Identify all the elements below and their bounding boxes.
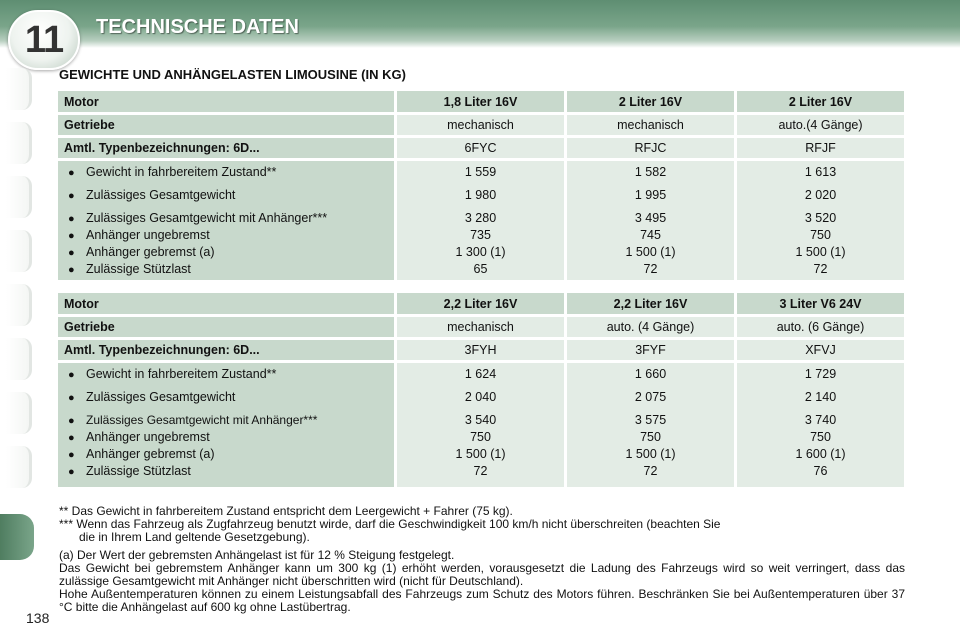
type-value: 3FYH — [397, 340, 564, 360]
side-tab-5[interactable] — [6, 284, 32, 326]
table-row — [58, 293, 904, 314]
type-value: 3FYF — [567, 340, 734, 360]
weight-label: Anhänger ungebremst — [86, 430, 210, 444]
weight-value: 1 613 — [804, 165, 837, 179]
footnote: Das Gewicht bei gebremstem Anhänger kann um 300 kg (1) erhöht werden, vorausgesetzt die Ladung des Fahrzeugs wird so weit verringert, dass das zulässige Gesamtgewicht mit Anhänger nicht überschritten wird (nicht für Deutschland). — [59, 561, 905, 588]
footnote: ** Das Gewicht in fahrbereitem Zustand entspricht dem Leergewicht + Fahrer (75 kg). — [59, 504, 513, 518]
bullet-icon: ● — [68, 369, 75, 381]
gearbox-value: auto. (6 Gänge) — [737, 317, 904, 337]
weights-table-2 — [58, 293, 904, 490]
weight-value: 1 500 (1) — [625, 245, 676, 259]
weight-value: 76 — [813, 464, 828, 478]
type-label: Amtl. Typenbezeichnungen: 6D... — [58, 340, 394, 360]
footnotes — [59, 505, 905, 614]
table-row — [58, 115, 904, 135]
weight-value: 1 500 (1) — [455, 447, 506, 461]
table-row — [58, 138, 904, 158]
gearbox-value: mechanisch — [397, 317, 564, 337]
engine-value: 1,8 Liter 16V — [397, 91, 564, 112]
bullet-icon: ● — [68, 466, 75, 478]
weight-label: Anhänger gebremst (a) — [86, 447, 215, 461]
engine-value: 3 Liter V6 24V — [737, 293, 904, 314]
weight-value: 750 — [470, 430, 491, 444]
weight-value: 745 — [640, 228, 661, 242]
table-row — [58, 363, 904, 487]
side-tab-strip — [0, 60, 36, 580]
weight-value: 750 — [640, 430, 661, 444]
weight-value: 735 — [470, 228, 491, 242]
table-row — [58, 91, 904, 112]
table-row — [58, 317, 904, 337]
weight-value: 72 — [643, 464, 658, 478]
weight-value: 3 495 — [634, 211, 667, 225]
bullet-icon: ● — [68, 190, 75, 202]
weight-value: 3 740 — [804, 413, 837, 427]
weight-values — [737, 161, 904, 280]
engine-value: 2,2 Liter 16V — [397, 293, 564, 314]
weight-label: Zulässiges Gesamtgewicht mit Anhänger*** — [86, 413, 318, 427]
weight-value: 1 300 (1) — [455, 245, 506, 259]
footnote: *** Wenn das Fahrzeug als Zugfahrzeug benutzt wirde, darf die Geschwindigkeit 100 km/h nicht überschreiten (beachten Sie — [59, 517, 721, 531]
footnote: die in Ihrem Land geltende Gesetzgebung). — [79, 530, 310, 544]
weight-value: 750 — [810, 228, 831, 242]
engine-value: 2 Liter 16V — [737, 91, 904, 112]
weight-value: 3 540 — [464, 413, 497, 427]
weight-value: 1 559 — [464, 165, 497, 179]
weight-value: 2 140 — [804, 390, 837, 404]
weight-value: 72 — [643, 262, 658, 276]
page-number: 138 — [26, 610, 50, 626]
gearbox-value: mechanisch — [567, 115, 734, 135]
type-value: RFJF — [737, 138, 904, 158]
weight-value: 65 — [473, 262, 488, 276]
weight-value: 3 575 — [634, 413, 667, 427]
weight-value: 2 075 — [634, 390, 667, 404]
side-tab-8[interactable] — [6, 446, 32, 488]
section-title: GEWICHTE UND ANHÄNGELASTEN LIMOUSINE (IN KG) — [59, 67, 406, 82]
weight-label: Anhänger gebremst (a) — [86, 245, 215, 259]
weight-values — [737, 363, 904, 487]
weight-value: 1 500 (1) — [795, 245, 846, 259]
type-value: XFVJ — [737, 340, 904, 360]
footnote: (a) Der Wert der gebremsten Anhängelast ist für 12 % Steigung festgelegt. — [59, 548, 455, 562]
side-tab-active[interactable] — [0, 514, 34, 560]
weight-label: Zulässiges Gesamtgewicht — [86, 390, 236, 404]
weight-values — [567, 161, 734, 280]
weight-value: 1 995 — [634, 188, 667, 202]
side-tab-7[interactable] — [6, 392, 32, 434]
weight-value: 1 582 — [634, 165, 667, 179]
weight-value: 1 500 (1) — [625, 447, 676, 461]
weight-value: 1 729 — [804, 367, 837, 381]
gearbox-value: auto.(4 Gänge) — [737, 115, 904, 135]
gearbox-value: auto. (4 Gänge) — [567, 317, 734, 337]
bullet-icon: ● — [68, 264, 75, 276]
engine-value: 2 Liter 16V — [567, 91, 734, 112]
side-tab-4[interactable] — [6, 230, 32, 272]
bullet-icon: ● — [68, 167, 75, 179]
gearbox-value: mechanisch — [397, 115, 564, 135]
side-tab-1[interactable] — [6, 68, 32, 110]
gearbox-label: Getriebe — [58, 115, 394, 135]
bullet-icon: ● — [68, 392, 75, 404]
weight-value: 72 — [813, 262, 828, 276]
weight-label: Zulässige Stützlast — [86, 464, 191, 478]
side-tab-3[interactable] — [6, 176, 32, 218]
bullet-icon: ● — [68, 449, 75, 461]
bullet-icon: ● — [68, 247, 75, 259]
weight-label: Zulässiges Gesamtgewicht mit Anhänger*** — [86, 211, 328, 225]
weight-value: 3 520 — [804, 211, 837, 225]
type-value: 6FYC — [397, 138, 564, 158]
table-row — [58, 161, 904, 280]
weight-labels — [58, 161, 394, 280]
weights-table-1 — [58, 91, 904, 283]
weight-values — [397, 363, 564, 487]
weight-label: Anhänger ungebremst — [86, 228, 210, 242]
weight-values — [397, 161, 564, 280]
weight-label: Gewicht in fahrbereitem Zustand** — [86, 367, 277, 381]
weight-value: 750 — [810, 430, 831, 444]
weight-label: Zulässige Stützlast — [86, 262, 191, 276]
weight-label: Gewicht in fahrbereitem Zustand** — [86, 165, 277, 179]
chapter-number: 11 — [24, 18, 64, 61]
weight-value: 1 624 — [464, 367, 497, 381]
side-tab-6[interactable] — [6, 338, 32, 380]
weight-value: 3 280 — [464, 211, 497, 225]
gearbox-label: Getriebe — [58, 317, 394, 337]
footnote: Hohe Außentemperaturen können zu einem Leistungsabfall des Fahrzeugs zum Schutz des Motors führen. Beschränken Sie bei Außentemperaturen über 37 °C bitte die Anhängelast auf 600 kg ohne Lastübertrag. — [59, 587, 905, 614]
bullet-icon: ● — [68, 213, 75, 225]
type-value: RFJC — [567, 138, 734, 158]
weight-value: 1 600 (1) — [795, 447, 846, 461]
table-row — [58, 340, 904, 360]
weight-value: 72 — [473, 464, 488, 478]
engine-value: 2,2 Liter 16V — [567, 293, 734, 314]
weight-value: 2 020 — [804, 188, 837, 202]
weight-labels — [58, 363, 394, 487]
weight-value: 1 980 — [464, 188, 497, 202]
weight-value: 1 660 — [634, 367, 667, 381]
side-tab-2[interactable] — [6, 122, 32, 164]
weight-values — [567, 363, 734, 487]
bullet-icon: ● — [68, 432, 75, 444]
weight-value: 2 040 — [464, 390, 497, 404]
bullet-icon: ● — [68, 230, 75, 242]
engine-label: Motor — [58, 91, 394, 112]
weight-label: Zulässiges Gesamtgewicht — [86, 188, 236, 202]
chapter-title: TECHNISCHE DATEN — [96, 16, 299, 38]
type-label: Amtl. Typenbezeichnungen: 6D... — [58, 138, 394, 158]
bullet-icon: ● — [68, 415, 75, 427]
engine-label: Motor — [58, 293, 394, 314]
